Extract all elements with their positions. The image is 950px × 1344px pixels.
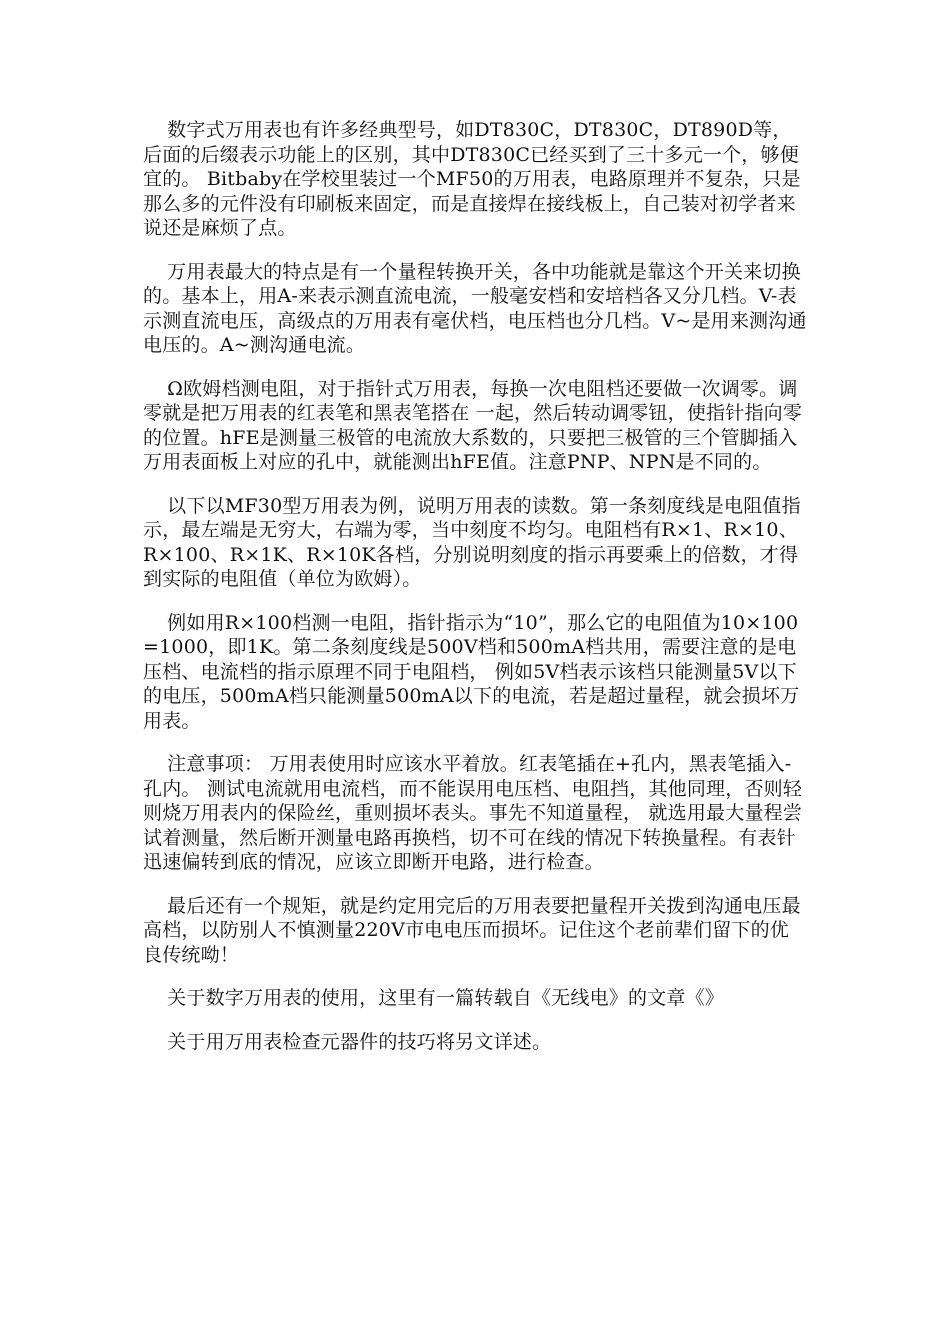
paragraph-storage-rule: 最后还有一个规矩，就是约定用完后的万用表要把量程开关拨到沟通电压最高档，以防别人不慎测量220V市电电压而损坏。记住这个老前辈们留下的优良传统呦！	[143, 894, 801, 966]
document-body	[143, 118, 808, 1072]
paragraph-reprint-note: 关于数字万用表的使用，这里有一篇转载自《无线电》的文章《》	[167, 987, 724, 1009]
paragraph-range-switch: 万用表最大的特点是有一个量程转换开关，各中功能就是靠这个开关来切换的。基本上，用A-来表示测直流电流，一般毫安档和安培档各又分几档。V-表示测直流电压，高级点的万用表有毫伏档，电压档也分几档。V~是用来测沟通电压的。A~测沟通电流。	[143, 260, 807, 356]
paragraph-closing-note: 关于用万用表检查元器件的技巧将另文详述。	[167, 1030, 552, 1053]
paragraph-reading-example: 例如用R×100档测一电阻，指针指示为“10”，那么它的电阻值为10×100=1000，即1K。第二条刻度线是500V档和500mA档共用，需要注意的是电压档、电流档的指示原理不同于电阻档， 例如5V档表示该档只能测量5V以下的电压，500mA档只能测量500mA以下的电流，若是超过量程，就会损坏万用表。	[143, 611, 800, 732]
paragraph-mf30-reading: 以下以MF30型万用表为例，说明万用表的读数。第一条刻度线是电阻值指示，最左端是无穷大，右端为零，当中刻度不均匀。电阻档有R×1、R×10、R×100、R×1K、R×10K各档，分别说明刻度的指示再要乘上的倍数，才得到实际的电阻值（单位为欧姆）。	[143, 494, 801, 590]
paragraph-precautions: 注意事项： 万用表使用时应该水平着放。红表笔插在+孔内，黑表笔插入-孔内。 测试电流就用电流档，而不能误用电压档、电阻挡，其他同理，否则轻则烧万用表内的保险丝，重则损坏表头。事先不知道量程， 就选用最大量程尝试着测量，然后断开测量电路再换档，切不可在线的情况下转换量程。有表针迅速偏转到底的情况，应该立即断开电路，进行检查。	[143, 753, 803, 873]
paragraph-ohm-and-hfe: Ω欧姆档测电阻，对于指针式万用表，每换一次电阻档还要做一次调零。调零就是把万用表的红表笔和黑表笔搭在 一起，然后转动调零钮，使指针指向零的位置。hFE是测量三极管的电流放大系数的，只要把三极管的三个管脚插入万用表面板上对应的孔中，就能测出hFE值。注意PNP、NPN是不同的。	[143, 377, 803, 473]
paragraph-digital-multimeter-models: 数字式万用表也有许多经典型号，如DT830C，DT830C，DT890D等，后面的后缀表示功能上的区别，其中DT830C已经买到了三十多元一个，够便宜的。 Bitbaby在学校里装过一个MF50的万用表，电路原理并不复杂，只是那么多的元件没有印刷板来固定，而是直接焊在接线板上，自己装对初学者来说还是麻烦了点。	[143, 119, 801, 239]
